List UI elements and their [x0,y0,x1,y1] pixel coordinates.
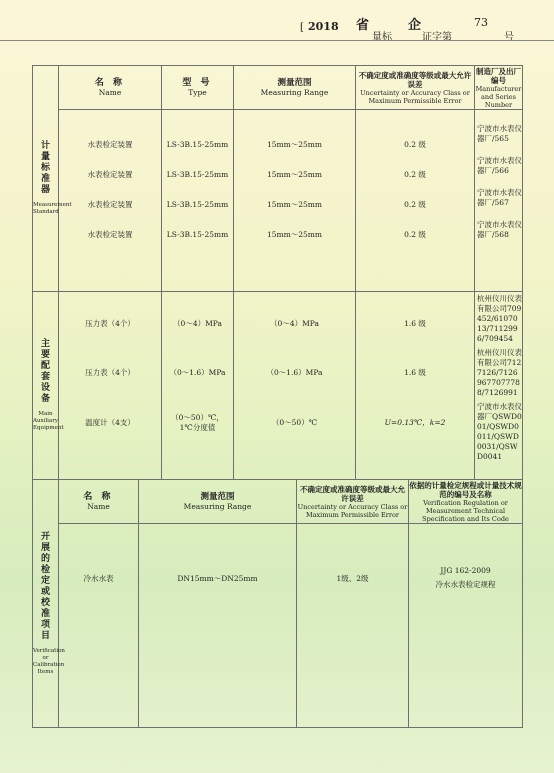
aux-row-1-range: （0～4）MPa [270,319,319,328]
col-range-header: 测量范围 Measuring Range [234,66,356,110]
aux-row-3-type-line2: 1℃分度值 [179,423,216,432]
bracket-open: [ [300,22,304,33]
aux-side-label [33,292,64,480]
header-cert-number: 73 [474,16,488,29]
aux-row-1-manufacturer: 杭州仪川仪表有限公司709452/6107013/7112996/709454 [477,294,522,343]
std-row-3-name: 水表检定装置 [87,200,133,209]
items-side-en: Verification or Calibration Items [33,647,65,675]
items-col-name-header: 名 称 Name [59,480,139,524]
aux-row-2-manufacturer: 杭州仪川仪表有限公司7127126/71269677077788/7126991 [477,348,522,397]
aux-row-3-type [162,398,233,448]
aux-row-1-name: 压力表（4个） [85,319,135,328]
col-name-header: 名 称 Name [59,66,162,110]
col-type-header: 型 号 Type [162,66,234,110]
standard-side-label [33,66,72,292]
item-row-1-basis-title: 冷水水表检定规程 [435,580,496,589]
header-province: 省 [356,18,370,33]
std-row-1-manufacturer: 宁波市水表仪器厂/565 [477,124,522,143]
standards-header-row [33,66,523,110]
aux-row-2-range: （0～1.6）MPa [266,368,323,377]
std-row-1-accuracy: 0.2 级 [404,140,426,149]
header-cert-label-2: 证字第 [422,32,452,43]
standard-side-zh: 计量标准器 [40,141,50,195]
std-row-1-name: 水表检定装置 [87,140,133,149]
header-enterprise: 企 [408,18,422,33]
std-row-3-type: LS-3B.15-25mm [166,200,229,209]
items-col-uncertainty-header: 不确定度或准确度等级或最大允许误差 Uncertainty or Accuracy Class or Maximum Permissible Error [297,480,409,524]
header-cert-label-1: 量标 [372,32,392,43]
aux-row-1-accuracy: 1.6 级 [404,319,426,328]
aux-body-row [33,292,523,480]
aux-side-en: Main Auxiliary Equipment [33,411,64,431]
items-side-label [33,480,65,728]
std-row-1-type: LS-3B.15-25mm [166,140,229,149]
col-manufacturer-header: 制造厂及出厂编号 Manufacturer and Series Number [475,66,522,109]
aux-row-3-accuracy: U=0.13℃，k=2 [384,418,446,427]
std-row-4-manufacturer: 宁波市水表仪器厂/568 [477,220,522,239]
std-row-4-range: 15mm～25mm [266,230,323,239]
items-body-row [33,524,523,728]
aux-row-3-name: 温度计（4支） [85,418,135,427]
items-table [32,479,523,728]
header-year: 2018 [308,20,339,33]
item-row-1-accuracy: 1级、2级 [297,524,409,728]
std-row-3-range: 15mm～25mm [266,200,323,209]
standards-body-row [33,110,523,292]
std-row-4-name: 水表检定装置 [87,230,133,239]
item-row-1-basis-code: JJG 162-2009 [440,566,491,575]
std-row-2-name: 水表检定装置 [87,170,133,179]
item-row-1-range: DN15mm～DN25mm [139,524,297,728]
aux-row-3-type-line1: （0～50）℃， [171,413,224,422]
items-col-basis-header: 依据的计量检定规程或计量技术规范的编号及名称 Verification Regulation or Measurement Technical Specification and Its Code [409,480,522,523]
std-row-3-manufacturer: 宁波市水表仪器厂/567 [477,188,522,207]
aux-row-2-name: 压力表（4个） [85,368,135,377]
items-header-row [33,480,523,524]
aux-row-2-type: （0～1.6）MPa [169,368,226,377]
standards-table [32,65,523,480]
items-side-zh: 开展的检定或校准项目 [40,531,50,641]
std-row-2-range: 15mm～25mm [266,170,323,179]
aux-side-zh: 主要配套设备 [40,339,50,404]
std-row-4-accuracy: 0.2 级 [404,230,426,239]
aux-row-3-range: （0～50）℃ [271,418,318,427]
col-uncertainty-header: 不确定度或准确度等级或最大允许误差 Uncertainty or Accuracy Class or Maximum Permissible Error [356,66,475,110]
std-row-2-manufacturer: 宁波市水表仪器厂/566 [477,156,522,175]
std-row-1-range: 15mm～25mm [266,140,323,149]
std-row-3-accuracy: 0.2 级 [404,200,426,209]
item-row-1-basis [409,524,523,728]
std-row-2-accuracy: 0.2 级 [404,170,426,179]
items-col-range-header: 测量范围 Measuring Range [139,480,297,524]
standard-side-en: Measurement Standard [33,202,72,215]
aux-row-2-accuracy: 1.6 级 [404,368,426,377]
std-row-4-type: LS-3B.15-25mm [166,230,229,239]
header-suffix: 号 [504,32,514,43]
std-row-2-type: LS-3B.15-25mm [166,170,229,179]
item-row-1-name: 冷水水表 [59,524,139,728]
aux-row-3-manufacturer: 宁波市水表仪器厂QSWD001/QSWD0011/QSWD0031/QSWD0041 [477,402,522,461]
header-rule [0,40,554,41]
aux-row-1-type: （0～4）MPa [173,319,222,328]
